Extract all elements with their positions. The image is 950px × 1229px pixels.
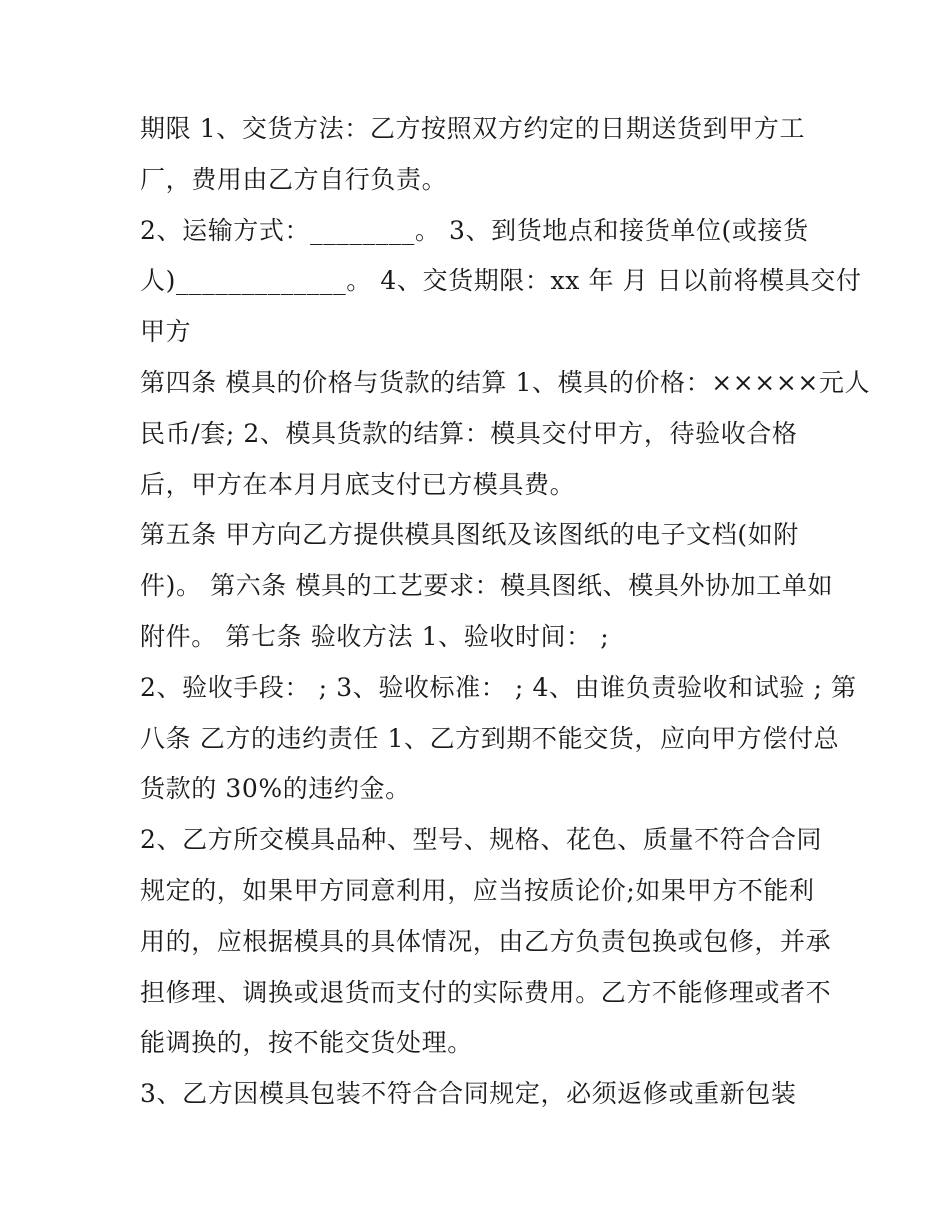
text-line: 甲方 <box>140 317 192 347</box>
text-line: 货款的 30%的违约金。 <box>140 774 411 804</box>
text-line: 八条 乙方的违约责任 1、乙方到期不能交货，应向甲方偿付总 <box>140 723 840 753</box>
text-line: 2、乙方所交模具品种、型号、规格、花色、质量不符合合同 <box>140 825 823 855</box>
text-line: 用的，应根据模具的具体情况，由乙方负责包换或包修，并承 <box>140 926 832 956</box>
text-line: 3、乙方因模具包装不符合合同规定，必须返修或重新包装 <box>140 1079 797 1109</box>
text-line: 担修理、调换或退货而支付的实际费用。乙方不能修理或者不 <box>140 977 832 1007</box>
text-line: 第五条 甲方向乙方提供模具图纸及该图纸的电子文档(如附 <box>140 520 799 550</box>
text-line: 厂，费用由乙方自行负责。 <box>140 164 448 194</box>
contract-body <box>140 104 871 1120</box>
text-line: 能调换的，按不能交货处理。 <box>140 1028 473 1058</box>
text-line: 民币/套; 2、模具货款的结算：模具交付甲方，待验收合格 <box>140 418 798 448</box>
text-line: 人)_____________。 4、交货期限：xx 年 月 日以前将模具交付 <box>140 266 862 296</box>
text-line: 2、运输方式：________。 3、到货地点和接货单位(或接货 <box>140 215 809 245</box>
text-line: 规定的，如果甲方同意利用，应当按质论价;如果甲方不能利 <box>140 875 815 905</box>
text-line: 2、验收手段： ; 3、验收标准： ; 4、由谁负责验收和试验 ; 第 <box>140 672 857 702</box>
text-line: 件)。 第六条 模具的工艺要求：模具图纸、模具外协加工单如 <box>140 571 834 601</box>
text-line: 附件。 第七条 验收方法 1、验收时间： ; <box>140 621 610 651</box>
text-line: 第四条 模具的价格与货款的结算 1、模具的价格：×××××元人 <box>140 367 871 397</box>
text-line: 期限 1、交货方法：乙方按照双方约定的日期送货到甲方工 <box>140 114 806 143</box>
text-line: 后，甲方在本月月底支付已方模具费。 <box>140 469 576 499</box>
